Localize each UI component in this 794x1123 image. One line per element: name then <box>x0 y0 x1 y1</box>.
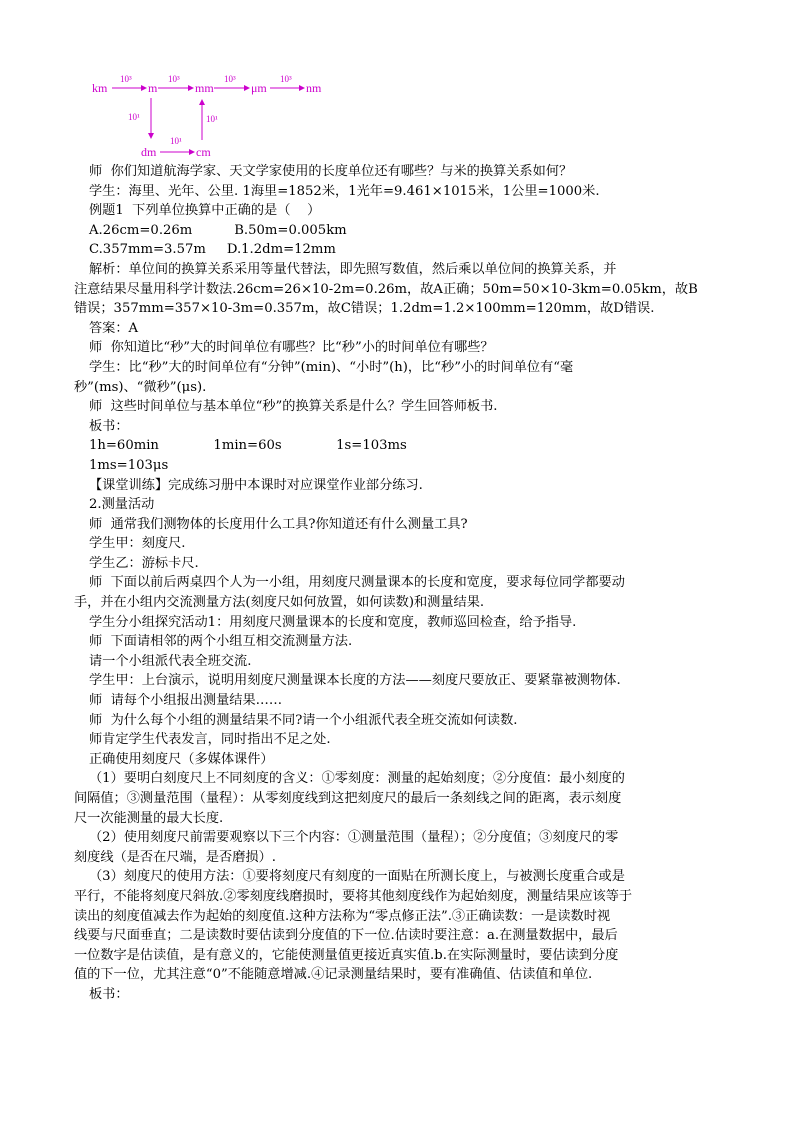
text-line: 正确使用刻度尺（多媒体课件） <box>89 751 274 767</box>
unit-km: km <box>92 81 108 95</box>
factor-m-mm: 10³ <box>168 74 180 84</box>
text-line: 师 为什么每个小组的测量结果不同?请一个小组派代表全班交流如何读数. <box>89 712 518 728</box>
unit-conversion-diagram <box>88 60 348 165</box>
text-line: 师 这些时间单位与基本单位“秒”的换算关系是什么？学生回答师板书. <box>89 399 498 415</box>
text-line: 板书： <box>89 986 129 1002</box>
text-line: 【课堂训练】完成练习册中本课时对应课堂作业部分练习. <box>89 477 423 493</box>
text-line: 1ms=103μs <box>89 457 169 473</box>
unit-cm: cm <box>196 145 211 159</box>
text-line: 2.测量活动 <box>89 497 155 513</box>
text-line: 读出的刻度值减去作为起始的刻度值.这种方法称为“零点修正法”.③正确读数：一是读数时视 <box>74 908 611 924</box>
factor-um-nm: 10³ <box>280 74 292 84</box>
factor-km-m: 10³ <box>120 74 132 84</box>
text-line: 手，并在小组内交流测量方法(刻度尺如何放置，如何读数)和测量结果. <box>74 595 485 611</box>
text-line: 学生分小组探究活动1：用刻度尺测量课本的长度和宽度，教师巡回检查，给予指导. <box>89 614 577 630</box>
text-line: 秒”(ms)、“微秒”(μs). <box>74 379 207 395</box>
text-line: 学生乙：游标卡尺. <box>89 555 199 571</box>
text-line: C.357mm=3.57m D.1.2dm=12mm <box>89 242 336 258</box>
text-line: 请一个小组派代表全班交流. <box>89 653 252 669</box>
text-line: A.26cm=0.26m B.50m=0.005km <box>89 222 347 238</box>
text-line: 一位数字是估读值，是有意义的，它能使测量值更接近真实值.b.在实际测量时，要估读到分度 <box>74 947 619 963</box>
text-line: 值的下一位，尤其注意“0”不能随意增减.④记录测量结果时，要有准确值、估读值和单位. <box>74 967 593 983</box>
text-line: 师 下面请相邻的两个小组互相交流测量方法. <box>89 634 353 650</box>
factor-cm-mm: 10¹ <box>206 114 218 124</box>
text-line: （3）刻度尺的使用方法：①要将刻度尺有刻度的一面贴在所测长度上，与被测长度重合或是 <box>89 869 625 885</box>
factor-mm-um: 10³ <box>224 74 236 84</box>
text-line: 师 请每个小组报出测量结果…… <box>89 693 283 709</box>
text-line: 答案：A <box>89 320 139 336</box>
text-line: 例题1 下列单位换算中正确的是（ ） <box>89 203 321 219</box>
unit-um: μm <box>251 81 267 95</box>
document-body <box>74 162 749 1005</box>
text-line: 注意结果尽量用科学计数法.26cm=26×10-2m=0.26m，故A正确；50m=50×10-3km=0.05km，故B <box>74 281 698 297</box>
text-line: 学生甲：上台演示，说明用刻度尺测量课本长度的方法——刻度尺要放正、要紧靠被测物体. <box>89 673 621 689</box>
unit-mm: mm <box>195 81 214 95</box>
text-line: 师 你知道比“秒”大的时间单位有哪些？比“秒”小的时间单位有哪些？ <box>89 340 494 356</box>
text-line: 师 下面以前后两桌四个人为一小组，用刻度尺测量课本的长度和宽度，要求每位同学都要动 <box>89 575 625 591</box>
text-line: 师肯定学生代表发言，同时指出不足之处. <box>89 732 331 748</box>
text-line: 1h=60min 1min=60s 1s=103ms <box>89 438 407 454</box>
factor-dm-cm: 10¹ <box>170 136 182 146</box>
text-line: 学生：比“秒”大的时间单位有“分钟”(min)、“小时”(h)，比“秒”小的时间单位有“毫 <box>89 359 574 375</box>
text-line: 板书： <box>89 418 129 434</box>
text-line: 学生甲：刻度尺. <box>89 536 186 552</box>
text-line: 师 你们知道航海学家、天文学家使用的长度单位还有哪些？与米的换算关系如何？ <box>89 164 573 179</box>
text-line: 错误；357mm=357×10-3m=0.357m，故C错误；1.2dm=1.2×100mm=120mm，故D错误. <box>74 301 655 317</box>
text-line: 师 通常我们测物体的长度用什么工具?你知道还有什么测量工具? <box>89 516 468 532</box>
text-line: 间隔值；③测量范围（量程）：从零刻度线到这把刻度尺的最后一条刻线之间的距离，表示刻度 <box>74 791 622 806</box>
factor-m-dm: 10¹ <box>128 112 140 122</box>
text-line: （2）使用刻度尺前需要观察以下三个内容：①测量范围（量程）；②分度值；③刻度尺的零 <box>89 830 619 846</box>
unit-nm: nm <box>306 81 322 95</box>
unit-m: m <box>148 81 158 95</box>
text-line: 平行，不能将刻度尺斜放.②零刻度线磨损时，要将其他刻度线作为起始刻度，测量结果应该等于 <box>74 888 633 904</box>
text-line: 尺一次能测量的最大长度. <box>74 810 224 826</box>
unit-dm: dm <box>141 145 157 159</box>
text-line: 解析：单位间的换算关系采用等量代替法，即先照写数值，然后乘以单位间的换算关系，并 <box>89 261 617 277</box>
text-line: （1）要明白刻度尺上不同刻度的含义：①零刻度：测量的起始刻度；②分度值：最小刻度的 <box>89 771 625 787</box>
text-line: 刻度线（是否在尺端，是否磨损）. <box>74 849 277 865</box>
text-line: 线要与尺面垂直；二是读数时要估读到分度值的下一位.估读时要注意：a.在测量数据中，最后 <box>74 928 618 944</box>
text-line: 学生：海里、光年、公里. 1海里=1852米，1光年=9.461×1015米，1公里=1000米. <box>89 183 600 199</box>
